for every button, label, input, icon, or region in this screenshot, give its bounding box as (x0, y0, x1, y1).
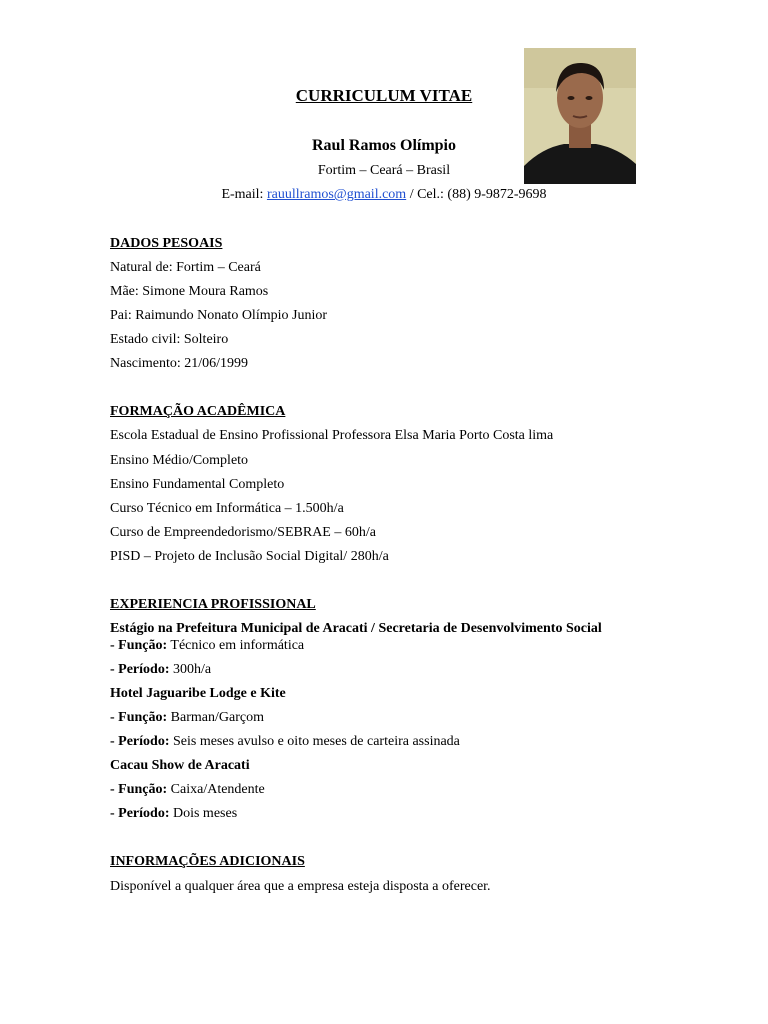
periodo-label: - Período: (110, 806, 170, 821)
funcao-value: Caixa/Atendente (167, 782, 265, 797)
formacao-line: Ensino Médio/Completo (110, 453, 249, 468)
dados-line: Natural de: Fortim – Ceará (110, 260, 261, 275)
formacao-line: Curso de Empreendedorismo/SEBRAE – 60h/a (110, 525, 376, 540)
dados-line: Mãe: Simone Moura Ramos (110, 284, 269, 299)
funcao-value: Técnico em informática (167, 638, 305, 653)
periodo-label: - Período: (110, 734, 170, 749)
job-periodo (110, 662, 211, 678)
phone-text: / Cel.: (88) 9-9872-9698 (406, 187, 547, 202)
job-funcao (110, 782, 265, 798)
dados-line: Estado civil: Solteiro (110, 332, 229, 347)
periodo-value: Seis meses avulso e oito meses de carteira assinada (169, 734, 460, 749)
contact-line (0, 187, 768, 203)
section-adicionais-title: INFORMAÇÕES ADICIONAIS (110, 854, 305, 869)
job-employer: Hotel Jaguaribe Lodge e Kite (110, 686, 286, 701)
funcao-value: Barman/Garçom (167, 710, 264, 725)
job-periodo (110, 806, 237, 822)
funcao-label: - Função: (110, 638, 168, 653)
formacao-line: PISD – Projeto de Inclusão Social Digital/ 280h/a (110, 549, 389, 564)
dados-line: Pai: Raimundo Nonato Olímpio Junior (110, 308, 327, 323)
periodo-label: - Período: (110, 662, 170, 677)
candidate-location: Fortim – Ceará – Brasil (317, 163, 451, 178)
job-employer: Cacau Show de Aracati (110, 758, 250, 773)
job-funcao (110, 638, 304, 654)
document-title: CURRICULUM VITAE (295, 86, 473, 105)
funcao-label: - Função: (110, 710, 168, 725)
periodo-value: 300h/a (169, 662, 212, 677)
job-funcao (110, 710, 264, 726)
funcao-label: - Função: (110, 782, 168, 797)
formacao-line: Ensino Fundamental Completo (110, 477, 285, 492)
job-employer: Estágio na Prefeitura Municipal de Aracati / Secretaria de Desenvolvimento Social (110, 621, 602, 636)
adicionais-text: Disponível a qualquer área que a empresa esteja disposta a oferecer. (110, 879, 491, 894)
periodo-value: Dois meses (169, 806, 238, 821)
formacao-line: Curso Técnico em Informática – 1.500h/a (110, 501, 344, 516)
section-dados-pessoais-title: DADOS PESOAIS (110, 236, 223, 251)
candidate-name: Raul Ramos Olímpio (311, 137, 456, 154)
job-periodo (110, 734, 460, 750)
email-prefix: E-mail: (221, 187, 267, 202)
section-experiencia-title: EXPERIENCIA PROFISSIONAL (110, 597, 316, 612)
formacao-line: Escola Estadual de Ensino Profissional Professora Elsa Maria Porto Costa lima (110, 428, 554, 443)
section-formacao-title: FORMAÇÃO ACADÊMICA (110, 404, 286, 419)
email-link[interactable]: rauullramos@gmail.com (266, 187, 407, 202)
dados-line: Nascimento: 21/06/1999 (110, 356, 249, 371)
